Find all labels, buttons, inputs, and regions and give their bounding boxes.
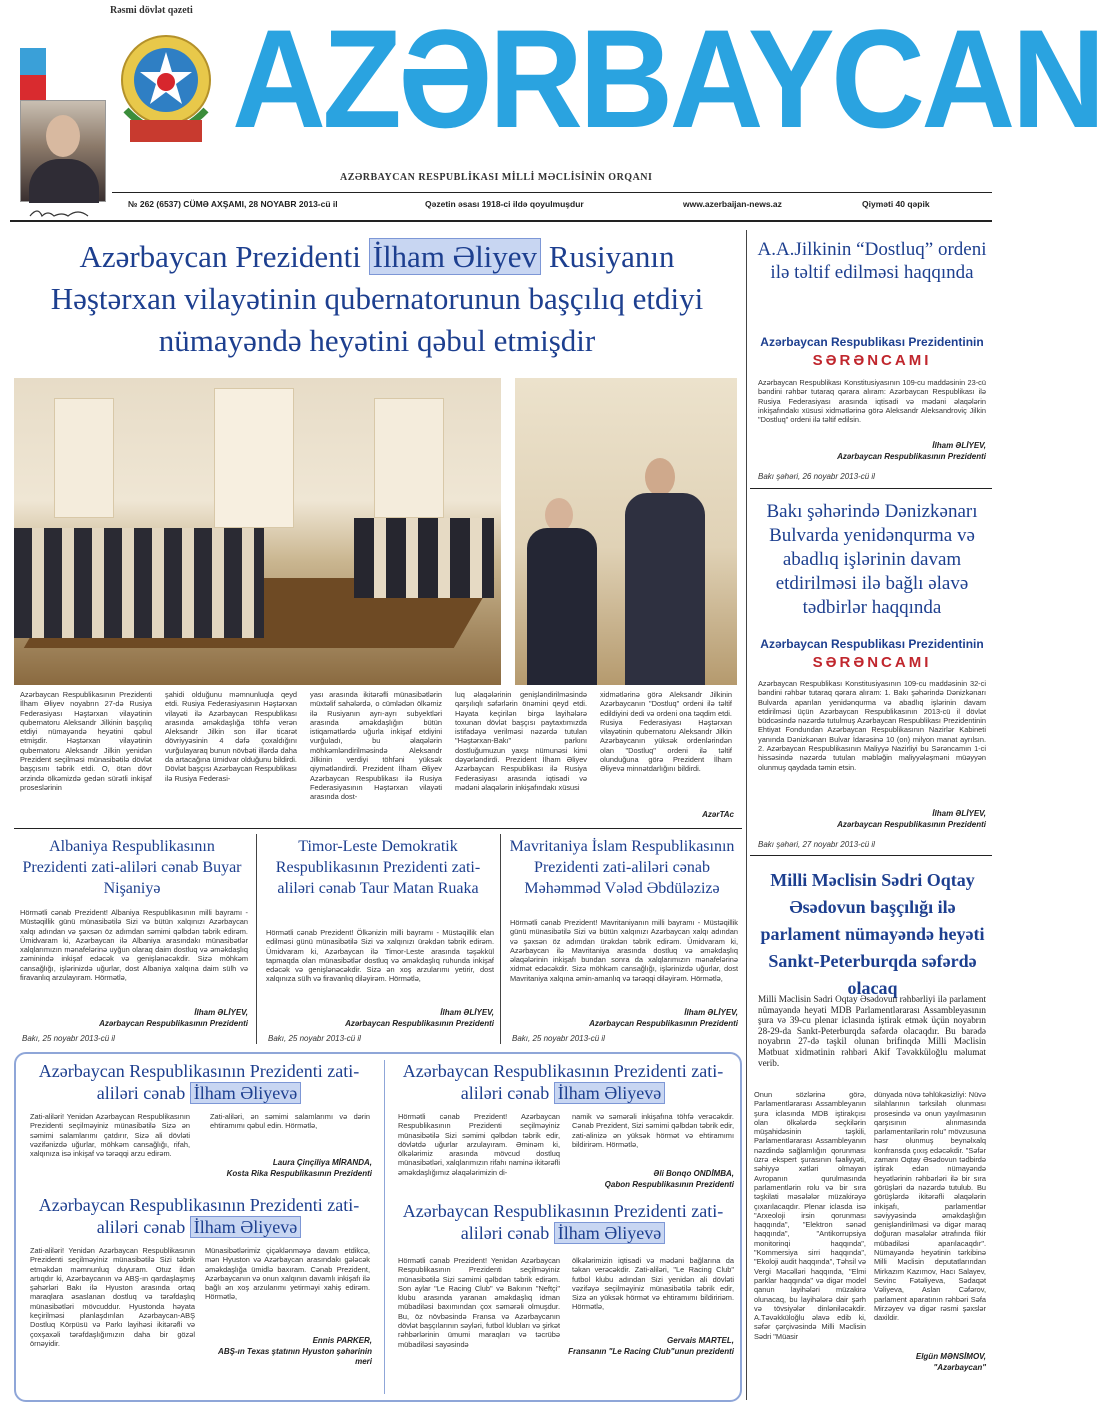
costa-rica-text-2: Zati-aliləri, ən səmimi salamlarımı və dərin ehtiramımı qəbul edin. Hörmətlə, [210, 1112, 370, 1131]
gabon-text-2: namik və səmərəli inkişafına töhfə verəcəkdir. Cənab Prezident, Sizi səmimi qəlbdən təbrik edir, zati-alinizə ən yüksək hörmət və ehtiramımı bildirirəm. Hörmətlə, [572, 1112, 734, 1149]
headline-pre: Azərbaycan Prezidenti [79, 239, 369, 274]
costa-rica-text-1: Zati-aliləri! Yenidən Azərbaycan Respublikasının Prezidenti seçilməyiniz münasibətilə Sizə ən səmimi salamlarımı çatdırır, Sizə ali dövləti vəzifənizdə uğurlar, möhkəm cansağlığı, rifah, xalqınıza isə inkişaf və tərəqqi arzu edirəm. [30, 1112, 190, 1159]
gabon-sign-name: Əli Bonqo ONDİMBA, [653, 1169, 734, 1178]
parliament-lead: Milli Məclisin Sədri Oqtay Əsədovun rəhbərliyi ilə parlament nümayəndə heyəti MDB Parlamentlərarası Assambleyasının şura və 39-cu plenar iclasında iştirak etmək üçün noyabrın 28-29-da Sankt-Peterburqda səfərdə olacaqdır. Bu barədə noyabrın 27-də təşkil olunan brifinqdə Milli Məclisin Mətbuat xidmətinin rəhbəri Akif Təvəkküloğlu məlumat verib. [758, 994, 986, 1068]
timor-sign-name: İlham ƏLİYEV, [440, 1008, 494, 1017]
mauritania-title: Mavritaniya İslam Respublikasının Prezidenti zati-aliləri cənab Məhəmməd Vələd Əbdüləzizə [509, 838, 735, 897]
costa-rica-title: Azərbaycan Respublikasının Prezidenti zati-aliləri cənab İlham Əliyevə [38, 1061, 360, 1103]
racing-club-text-2: ölkələrimizin iqtisadi və mədəni bağlarına da təkan verəcəkdir. Zati-aliləri, "Le Racing Club" futbol klubu adından Sizi yenidən ali dövləti vəzifəyə seçilməyiniz münasibətilə təbrik edir, Sizə ən yüksək hörmət və ehtiramımı bildiririəm. Hörmətlə, [572, 1256, 734, 1312]
main-headline [14, 236, 740, 362]
headline-post: Rusiyanın Həştərxan vilayətinin qubernatorunun başçılıq etdiyi nümayəndə heyətini qəbul etmişdir [50, 239, 704, 358]
houston-text-2: Münasibətlərimiz çiçəklənməyə davam etdikcə, mən Hyuston və Azərbaycan arasındakı gələcək əməkdaşlığa ümidlə baxıram. Cənab Prezident, Azərbaycanın və onun xalqının davamlı inkişafı ilə bağlı ən xoş arzularımı yetirməyi xahiş edirəm. Hörmətlə, [205, 1246, 370, 1302]
decree1-label: SƏRƏNCAMI [812, 352, 932, 369]
decree1-date: Bakı şəhəri, 26 noyabr 2013-cü il [758, 472, 875, 481]
main-col-4: luq əlaqələrinin genişləndirilməsində qarşılıqlı səfərlərin önəmini qeyd etdi. Həyata keçirilən birgə layihələrə toxunan dövlət başçısı paytaxtımızda istifadəyə verilməsi nəzərdə tutulan "Həştərxan-Bakı" parkını dostluğumuzun yaxşı nümunəsi kimi dəyərləndirdi. Prezident İlham Əliyev Azərbaycan Respublikası ilə Rusiya Federasiyası arasında iqtisadi və mədəni əlaqələrin inkişafındakı xüsusi [455, 690, 587, 792]
houston-title: Azərbaycan Respublikasının Prezidenti zati-aliləri cənab İlham Əliyevə [38, 1195, 360, 1237]
decree1-text: Azərbaycan Respublikası Konstitusiyasının 109-cu maddəsinin 23-cü bəndini rəhbər tutaraq qərara alıram: Azərbaycan Respublikası ilə Rusiya Federasiyası arasında iqtisadi və mədəni əlaqələrin inkişafındakı xüsusi xidmətlərinə görə Aleksandr Aleksandroviç Jilkin "Dostluq" ordeni ilə təltif edilsin. [758, 378, 986, 425]
portrait-photo [20, 100, 106, 202]
mauritania-date: Bakı, 25 noyabr 2013-cü il [512, 1034, 605, 1043]
parliament-col-1: Onun sözlərinə görə, Parlamentlərarası Assambleyanın şura iclasında MDB iştirakçısı olan ölkələrdə seçkilərin müşahidəsinin təşkili, Parlamentlərarası Assambleyanın nəzdində sağlamlığın qorunması üzrə ekspert şurasının fəaliyyəti, səhiyyə xətləri olmayan Avropanın qurulmasında parlamentlərin rolu və bir sıra təşkilati məsələlər müzakirəyə çıxarılacaqdır. Plenar iclasda isə "Arxeoloji irsin qorunması haqqında", "Elektron sənəd haqqında", "Antikorrupsiya monitorinqi haqqında", "Kommersiya sirri haqqında", "Ekoloji audit haqqında", Təhsil və Vergi Məcəlləri haqqında, "Elmi parklar haqqında" və digər model qanun layihələri müzakirə olunacaq, bu layihələrə dair şərh və tövsiyələr dinləniləcəkdir. A.Təvəkküloğlu əlavə edib ki, səfər çərçivəsində Milli Məclisin Sədri "Müasir [754, 1090, 866, 1341]
main-source: AzərTAc [702, 810, 734, 819]
right-rule-2 [750, 855, 992, 856]
albania-sign-title: Azərbaycan Respublikasının Prezidenti [99, 1019, 248, 1028]
main-col-5: xidmətlərinə görə Aleksandr Jilkinin Azərbaycanın "Dostluq" ordeni ilə təltif edildiyini dedi və ordeni ona təqdim etdi. Rusiya Federasiyası Həştərxan vilayətinin qubernatoru Aleksandr Jilkin Azərbaycanın yüksək ordenlərindən olan "Dostluq" ordeni ilə təltif olunduğuna görə Prezident İlham Əliyevə minnətdarlığını bildirdi. [600, 690, 732, 774]
congrats-divider [384, 1060, 385, 1394]
mid-divider-1 [256, 834, 257, 1044]
decree2-sign-title: Azərbaycan Respublikasının Prezidenti [837, 820, 986, 829]
houston-sign-title: ABŞ-ın Texas ştatının Hyuston şəhərinin meri [218, 1347, 372, 1366]
racing-club-sign-name: Gervais MARTEL, [667, 1336, 734, 1345]
gabon-title: Azərbaycan Respublikasının Prezidenti zati-aliləri cənab İlham Əliyevə [402, 1061, 724, 1103]
decree2-label: SƏRƏNCAMI [812, 654, 932, 671]
mauritania-sign-title: Azərbaycan Respublikasının Prezidenti [589, 1019, 738, 1028]
issue-info: № 262 (6537) CÜMƏ AXŞAMI, 28 NOYABR 2013-cü il [128, 199, 338, 209]
decree1-sign-name: İlham ƏLİYEV, [932, 441, 986, 450]
gabon-sign-title: Qabon Respublikasının Prezidenti [604, 1180, 734, 1189]
headline-name: İlham Əliyev [369, 238, 541, 275]
award-photo [515, 378, 737, 685]
main-col-1: Azərbaycan Respublikasının Prezidenti İlham Əliyev noyabrın 27-də Rusiya Federasiyası Həştərxan vilayətinin qubernatoru Aleksandr Jilkinin başçılıq etdiyi nümayəndə heyətini qəbul etmişdir. Həştərxan vilayətinin qubernatoru Aleksandr Jilkin yenidən Prezident seçilməsi münasibətilə dövlət başçısını təbrik etdi. O, ötən dövr ərzində ölkəmizdə gedən sürətli inkişaf proseslərinin [20, 690, 152, 792]
right-rule-1 [750, 488, 992, 489]
meeting-photo [14, 378, 501, 685]
houston-text-1: Zati-aliləri! Yenidən Azərbaycan Respublikasının Prezidenti seçilməyiniz münasibətilə Sizi təbrik etməkdən məmnunluq duyuram. Otuz ildən artıqdır ki, Azərbaycanın və ABŞ-ın qardaşlaşmış şəhərləri Bakı ilə Hyuston arasında ortaq maraqlara əsaslanan dostluq və tərəfdaşlıq münasibətləri mövcuddur. Hyustonda həyata keçirilməsi planlaşdırılan Azərbaycan-ABŞ Dostluq Körpüsü və Parkı layihəsi ikitərəfli və çoxşaxəli tərəfdaşlığımızın daha bir gözəl örnəyidir. [30, 1246, 195, 1348]
decree2-date: Bakı şəhəri, 27 noyabr 2013-cü il [758, 840, 875, 849]
decree2-sign-name: İlham ƏLİYEV, [932, 809, 986, 818]
official-label: Rəsmi dövlət qəzeti [110, 5, 193, 16]
timor-title: Timor-Leste Demokratik Respublikasının Prezidenti zati-aliləri cənab Taur Matan Ruaka [275, 838, 481, 897]
parliament-author: Elgün MƏNSİMOV, [915, 1352, 986, 1361]
main-col-2: şahidi olduğunu məmnunluqla qeyd etdi. Rusiya Federasiyasının Həştərxan vilayəti ilə Azərbaycan Respublikası arasında əməkdaşlığa töhfə verən Aleksandr Jilkin son illər ticarət dövriyyəsinin 4 dəfə çoxaldığını vurğulayaraq bunun növbəti illərdə daha da artacağına ümidvar olduğunu bildirdi. Dövlət başçısı Azərbaycan Respublikası ilə Rusiya Federasi- [165, 690, 297, 783]
decree2-title: Bakı şəhərində Dənizkənarı Bulvarda yenidənqurma və abadlıq işlərinin davam etdirilməsi ilə bağlı əlavə tədbirlər haqqında [766, 501, 978, 618]
albania-date: Bakı, 25 noyabr 2013-cü il [22, 1034, 115, 1043]
houston-sign-name: Ennis PARKER, [312, 1336, 372, 1345]
albania-sign-name: İlham ƏLİYEV, [194, 1008, 248, 1017]
emblem-icon [112, 20, 220, 160]
parliament-paper: "Azərbaycan" [933, 1363, 986, 1372]
masthead [0, 0, 1102, 215]
decree1-title: A.A.Jilkinin “Dostluq” ordeni ilə təltif edilməsi haqqında [757, 239, 987, 283]
gabon-text-1: Hörmətli cənab Prezident! Azərbaycan Respublikasının Prezidenti seçilməyiniz münasibətilə Sizi səmimi qəlbdən təbrik edir, dövlətdə uğurlar arzulayıram. Əminəm ki, ölkələrimiz arasında mövcud dostluq münasibətləri, xalqlarımızın rifahı naminə ikitərəfli əməkdaşlığımız əlaqələrimizin di- [398, 1112, 560, 1177]
founded-info: Qəzetin əsası 1918-ci ildə qoyulmuşdur [425, 199, 584, 209]
main-col-3: yası arasında ikitərəfli münasibətlərin müxtəlif sahələrdə, o cümlədən ölkəmiz ilə Rusiyanın ayrı-ayrı subyektləri arasında əməkdaşlığın bütün istiqamətlərdə uğurla inkişaf etdiyini vurğuladı, bu əlaqələrin möhkəmləndirilməsində Aleksandr Jilkinin verdiyi töhfəni yüksək qiymətləndirdi. Prezident İlham Əliyev Azərbaycan Respublikası ilə Rusiya Federasiyasının Həştərxan vilayəti arasında dost- [310, 690, 442, 802]
parliament-col-2: dünyada nüvə təhlükəsizliyi: Nüvə silahlarının tərksilah olunması prosesində və onun yayılmasının qarşısının alınmasında parlamentarilərin rolu" mövzusuna həsr olunmuş beynəlxalq konfransda çıxış edəcəkdir. "Səfər zamanı Oqtay Əsədovun tədbirdə iştirak edən nümayəndə heyətlərinin rəhbərləri ilə bir sıra görüşləri də nəzərdə tutulub. Bu görüşlərdə ikitərəfli əlaqələrin inkişafı, parlamentlər səviyyəsində əməkdaşlığın genişləndirilməsi və digər maraq doğuran məsələlər ətrafında fikir mübadiləsi aparılacaqdır". Nümayəndə heyətinin tərkibinə Milli Məclisin deputatlarından Mirkazım Kazımov, Hacı Salayev, Sevinc Fətəliyeva, Sədaqət Vəliyeva, Aslan Cəfərov, parlament aparatının rəhbəri Səfa Mirzəyev və digər rəsmi şəxslər daxildir. [874, 1090, 986, 1323]
mid-divider-2 [500, 834, 501, 1044]
website-link[interactable]: www.azerbaijan-news.az [683, 199, 782, 209]
price-info: Qiyməti 40 qəpik [862, 199, 930, 209]
decree1-sign-title: Azərbaycan Respublikasının Prezidenti [837, 452, 986, 461]
decree2-text: Azərbaycan Respublikası Konstitusiyasının 109-cu maddəsinin 32-ci bəndini rəhbər tutaraq qərara alıram: 1. Bakı şəhərində Dənizkənarı Bulvarda aparılan yenidənqurma və abadlıq işlərinin davam etdirilməsi üçün Azərbaycan Respublikasının 2013-cü il dövlət büdcəsində nəzərdə tutulmuş Azərbaycan Respublikası Prezidentinin Ehtiyat Fondundan Azərbaycan Respublikasının Nazirlər Kabineti yanında Dənizkənarı Bulvar İdarəsinə 10 (on) milyon manat ayrılsın. 2. Azərbaycan Respublikasının Maliyyə Nazirliyi bu Sərəncamın 1-ci hissəsində nəzərdə tutulan məbləğin maliyyələşməni müəyyən olunmuş qaydada təmin etsin. [758, 679, 986, 772]
masthead-rule-top [112, 192, 992, 193]
albania-title: Albaniya Respublikasının Prezidenti zati-aliləri cənab Buyar Nişaniyə [22, 838, 242, 897]
racing-club-text-1: Hörmətli cənab Prezident! Yenidən Azərbaycan Respublikasının Prezidenti seçilməyiniz münasibətilə Sizi səmimi qəlbdən təbrik edirəm. Son aylar "Le Racing Club" və Bakının "Neftçi" klubu arasında yaranan əməkdaşlıq idman mübadiləsi baxımından çox səmərəli olmuşdur. Bu, öz növbəsində Fransa və Azərbaycanın dövlət başçılarının səyləri, futbol klubları və şirkət rəhbərlərinin ümumi maraqları və təcrübə mübadiləsi sayəsində [398, 1256, 560, 1349]
costa-rica-sign-name: Laura Çinçiliya MİRANDA, [272, 1158, 372, 1167]
right-column-divider [746, 230, 747, 1400]
timor-text: Hörmətli cənab Prezident! Ölkənizin milli bayramı - Müstəqillik elan edilməsi günü münasibətilə Sizi və xalqınızı ürəkdən təbrik edirəm. Ümidvaram ki, Azərbaycan ilə Timor-Leste arasında təşəkkül tapmaqda olan münasibətlər dostluq və əməkdaşlıq ruhunda inkişaf edəcək və genişlənəcəkdir. Sizə ən xoş arzularımı yetirir, dost xalqınıza sülh və firavanlıq diləyirəm. Hörmətlə, [266, 928, 494, 984]
mauritania-sign-name: İlham ƏLİYEV, [684, 1008, 738, 1017]
timor-date: Bakı, 25 noyabr 2013-cü il [268, 1034, 361, 1043]
mid-rule-top [14, 828, 742, 829]
parliament-title: Milli Məclisin Sədri Oqtay Əsədovun başçılığı ilə parlament nümayəndə heyəti Sankt-Peterburqda səfərdə olacaq [760, 870, 985, 998]
mauritania-text: Hörmətli cənab Prezident! Mavritaniyanın milli bayramı - Müstəqillik günü münasibətilə Sizi və bütün xalqınızı Azərbaycan xalqı adından və şəxsən öz adımdan ürəkdən təbrik edirəm. Ümidvaram ki, Azərbaycan ilə Mavritaniya arasında dostluq və əməkdaşlıq əlaqələrinin inkişafı bundan sonra da xalqlarımızın mənafelərinə xidmət edəcəkdir. Sizə möhkəm cansağlığı, işlərinizdə uğurlar, dost Mavritaniya xalqına əmin-amanlıq və tərəqqi diləyirəm. Hörmətlə, [510, 918, 738, 983]
newspaper-subtitle: AZƏRBAYCAN RESPUBLİKASI MİLLİ MƏCLİSİNİN ORQANI [340, 172, 653, 183]
costa-rica-sign-title: Kosta Rika Respublikasının Prezidenti [226, 1169, 372, 1178]
decree1-subtitle: Azərbaycan Respublikası Prezidentinin [760, 335, 984, 349]
racing-club-title: Azərbaycan Respublikasının Prezidenti zati-aliləri cənab İlham Əliyevə [402, 1201, 724, 1243]
racing-club-sign-title: Fransanın "Le Racing Club"unun prezidenti [568, 1347, 734, 1356]
newspaper-title: AZƏRBAYCAN [232, 0, 1102, 157]
masthead-rule-bottom [10, 220, 992, 222]
decree2-subtitle: Azərbaycan Respublikası Prezidentinin [760, 637, 984, 651]
timor-sign-title: Azərbaycan Respublikasının Prezidenti [345, 1019, 494, 1028]
albania-text: Hörmətli cənab Prezident! Albaniya Respublikasının milli bayramı - Müstəqillik günü münasibətilə Sizi və bütün xalqınızı Azərbaycan xalqı adından və şəxsən öz adımdan səmimi qəlbdən təbrik edirəm. Ümidvaram ki, Azərbaycan ilə Albaniya arasındakı münasibətlər xalqlarımızın mənafelərinə uyğun olaraq daim dostluq və əməkdaşlıq zəminində inkişaf edəcək və genişlənəcəkdir. Sizə möhkəm cansağlığı, işlərinizdə uğurlar, dost Albaniya xalqına daim sülh və firavanlıq arzulayıram. Hörmətlə, [20, 908, 248, 983]
signature [28, 206, 98, 220]
